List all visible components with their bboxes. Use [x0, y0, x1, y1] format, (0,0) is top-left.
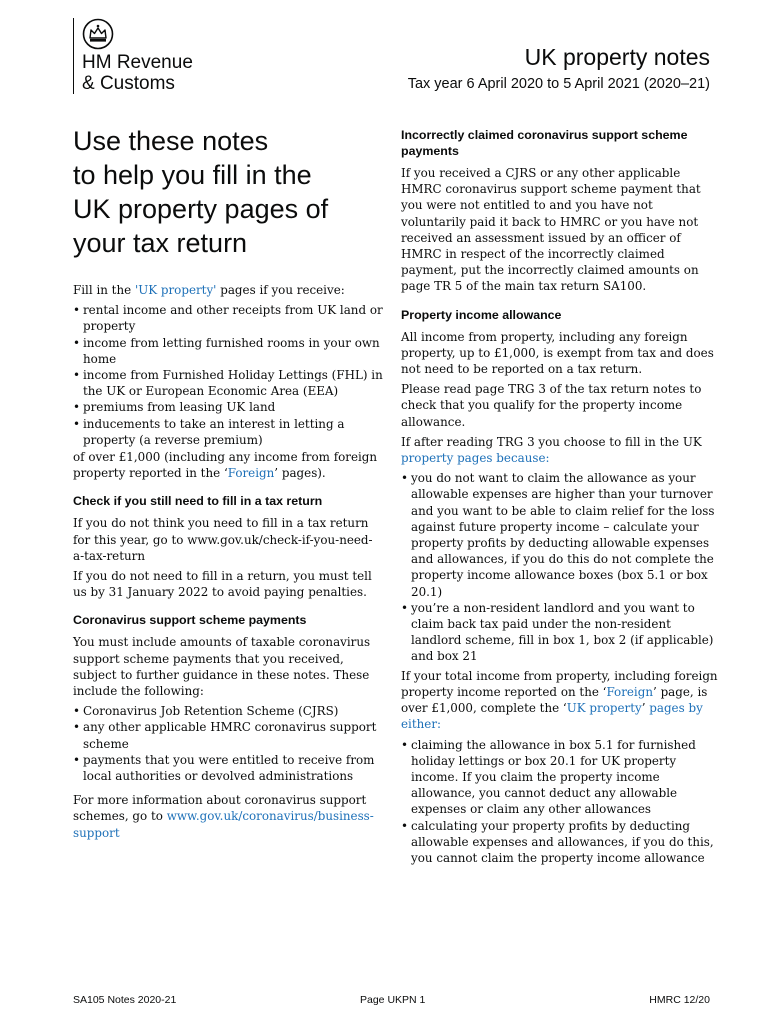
list-item: • calculating your property profits by deducting allowable expenses and allowances, if you do this, you cannot claim the property income allowance	[401, 818, 719, 867]
uk-property-link[interactable]: 'UK property'	[134, 283, 217, 297]
property-pages-link[interactable]: property pages because:	[401, 451, 550, 466]
total-b: ’ page, is over £1,000, complete the ‘	[401, 684, 708, 716]
org-line-1: HM Revenue	[82, 52, 193, 73]
total-a: If your total income from property, including foreign property income reported on the ‘	[401, 668, 718, 699]
uk-property-link[interactable]: UK property	[566, 701, 642, 716]
check-paragraph-2: If you do not need to fill in a return, you must tell us by 31 January 2022 to avoid paying penalties.	[73, 569, 372, 600]
coronavirus-paragraph: You must include amounts of taxable coronavirus support scheme payments that you received, subject to further guidance in these notes. These include the following:	[73, 635, 371, 699]
either-list	[401, 737, 719, 867]
org-line-2: & Customs	[82, 73, 175, 94]
allowance-paragraph-2: Please read page TRG 3 of the tax return notes to check that you qualify for the property income allowance.	[401, 382, 702, 429]
heading-line: your tax return	[73, 228, 248, 258]
left-column	[73, 120, 383, 845]
list-item: • premiums from leasing UK land	[73, 399, 383, 415]
intro-text	[73, 282, 383, 298]
footer-form-reference: SA105 Notes 2020-21	[73, 994, 177, 1006]
check-heading: Check if you still need to fill in a tax return	[73, 494, 323, 509]
after-reading-text	[401, 434, 719, 466]
list-item: • you’re a non-resident landlord and you want to claim back tax paid under the non-resident landlord scheme, fill in box 1, box 2 (if applicable) and box 21	[401, 600, 719, 665]
receive-list	[73, 302, 383, 448]
coronavirus-heading: Coronavirus support scheme payments	[73, 613, 307, 628]
check-paragraph-1: If you do not think you need to fill in a tax return for this year, go to www.gov.uk/check-if-you-need-a-tax-return	[73, 516, 373, 563]
document-title: UK property notes	[524, 44, 710, 70]
tax-year: Tax year 6 April 2020 to 5 April 2021 (2020–21)	[407, 76, 710, 92]
logo-divider	[73, 18, 74, 94]
after-prefix: If after reading TRG 3 you choose to fill in the UK	[401, 434, 702, 449]
heading-line: UK property pages of	[73, 194, 329, 224]
list-item: • any other applicable HMRC coronavirus support scheme	[73, 719, 383, 751]
list-item: • you do not want to claim the allowance as your allowable expenses are higher than your turnover and you want to be able to claim relief for the loss against future property income – calculate your property profits by deducting allowable expenses and allowances, if you do this do not complete the property income allowance boxes (box 5.1 or box 20.1)	[401, 470, 719, 600]
organisation-name	[82, 52, 193, 94]
total-c: ’	[641, 701, 650, 716]
right-column	[401, 127, 719, 867]
heading-line: to help you fill in the	[73, 160, 312, 190]
intro-prefix: Fill in the	[73, 283, 135, 297]
threshold-suffix: ’ pages).	[274, 466, 326, 481]
intro-suffix: pages if you receive:	[216, 283, 345, 297]
foreign-link[interactable]: Foreign	[227, 466, 275, 481]
allowance-heading: Property income allowance	[401, 307, 562, 322]
list-item: • inducements to take an interest in letting a property (a reverse premium)	[73, 416, 383, 448]
because-list	[401, 470, 719, 664]
list-item: • claiming the allowance in box 5.1 for furnished holiday lettings or box 20.1 for UK property income. If you claim the property income allowance, you cannot deduct any allowable expenses or claim any other allowances	[401, 737, 719, 818]
list-item: • income from Furnished Holiday Lettings (FHL) in the UK or European Economic Area (EEA)	[73, 367, 383, 399]
footer-page-number: Page UKPN 1	[360, 994, 426, 1006]
incorrect-claims-heading: Incorrectly claimed coronavirus support scheme payments	[401, 128, 688, 158]
coronavirus-list	[73, 703, 383, 784]
more-info-prefix: For more information about coronavirus support schemes, go to	[73, 793, 367, 824]
allowance-paragraph-1: All income from property, including any foreign property, up to £1,000, is exempt from tax and does not need to be reported on a tax return.	[401, 329, 714, 377]
business-support-link[interactable]: www.gov.uk/coronavirus/business-support	[73, 809, 374, 840]
list-item: • rental income and other receipts from UK land or property	[73, 302, 383, 334]
royal-crest-icon	[82, 18, 114, 50]
foreign-link[interactable]: Foreign	[606, 684, 654, 699]
pages-by-either-link[interactable]: pages by either:	[401, 701, 703, 732]
footer-version: HMRC 12/20	[649, 994, 710, 1006]
list-item: • Coronavirus Job Retention Scheme (CJRS)	[73, 703, 383, 719]
page-heading	[73, 124, 383, 260]
total-income-text	[401, 668, 719, 733]
heading-line: Use these notes	[73, 126, 269, 156]
more-info-text	[73, 792, 383, 841]
list-item: • income from letting furnished rooms in your own home	[73, 335, 383, 367]
list-item: • payments that you were entitled to receive from local authorities or devolved administrations	[73, 752, 383, 784]
threshold-prefix: of over £1,000 (including any income from foreign property reported in the ‘	[73, 450, 378, 481]
threshold-text	[73, 449, 383, 481]
incorrect-claims-paragraph: If you received a CJRS or any other applicable HMRC coronavirus support scheme payment that you were not entitled to and you have not voluntarily paid it back to HMRC or you have not received an assessment issued by an officer of HMRC in respect of the incorrectly claimed payment, put the incorrectly claimed amounts on page TR 5 of the main tax return SA100.	[401, 166, 701, 294]
